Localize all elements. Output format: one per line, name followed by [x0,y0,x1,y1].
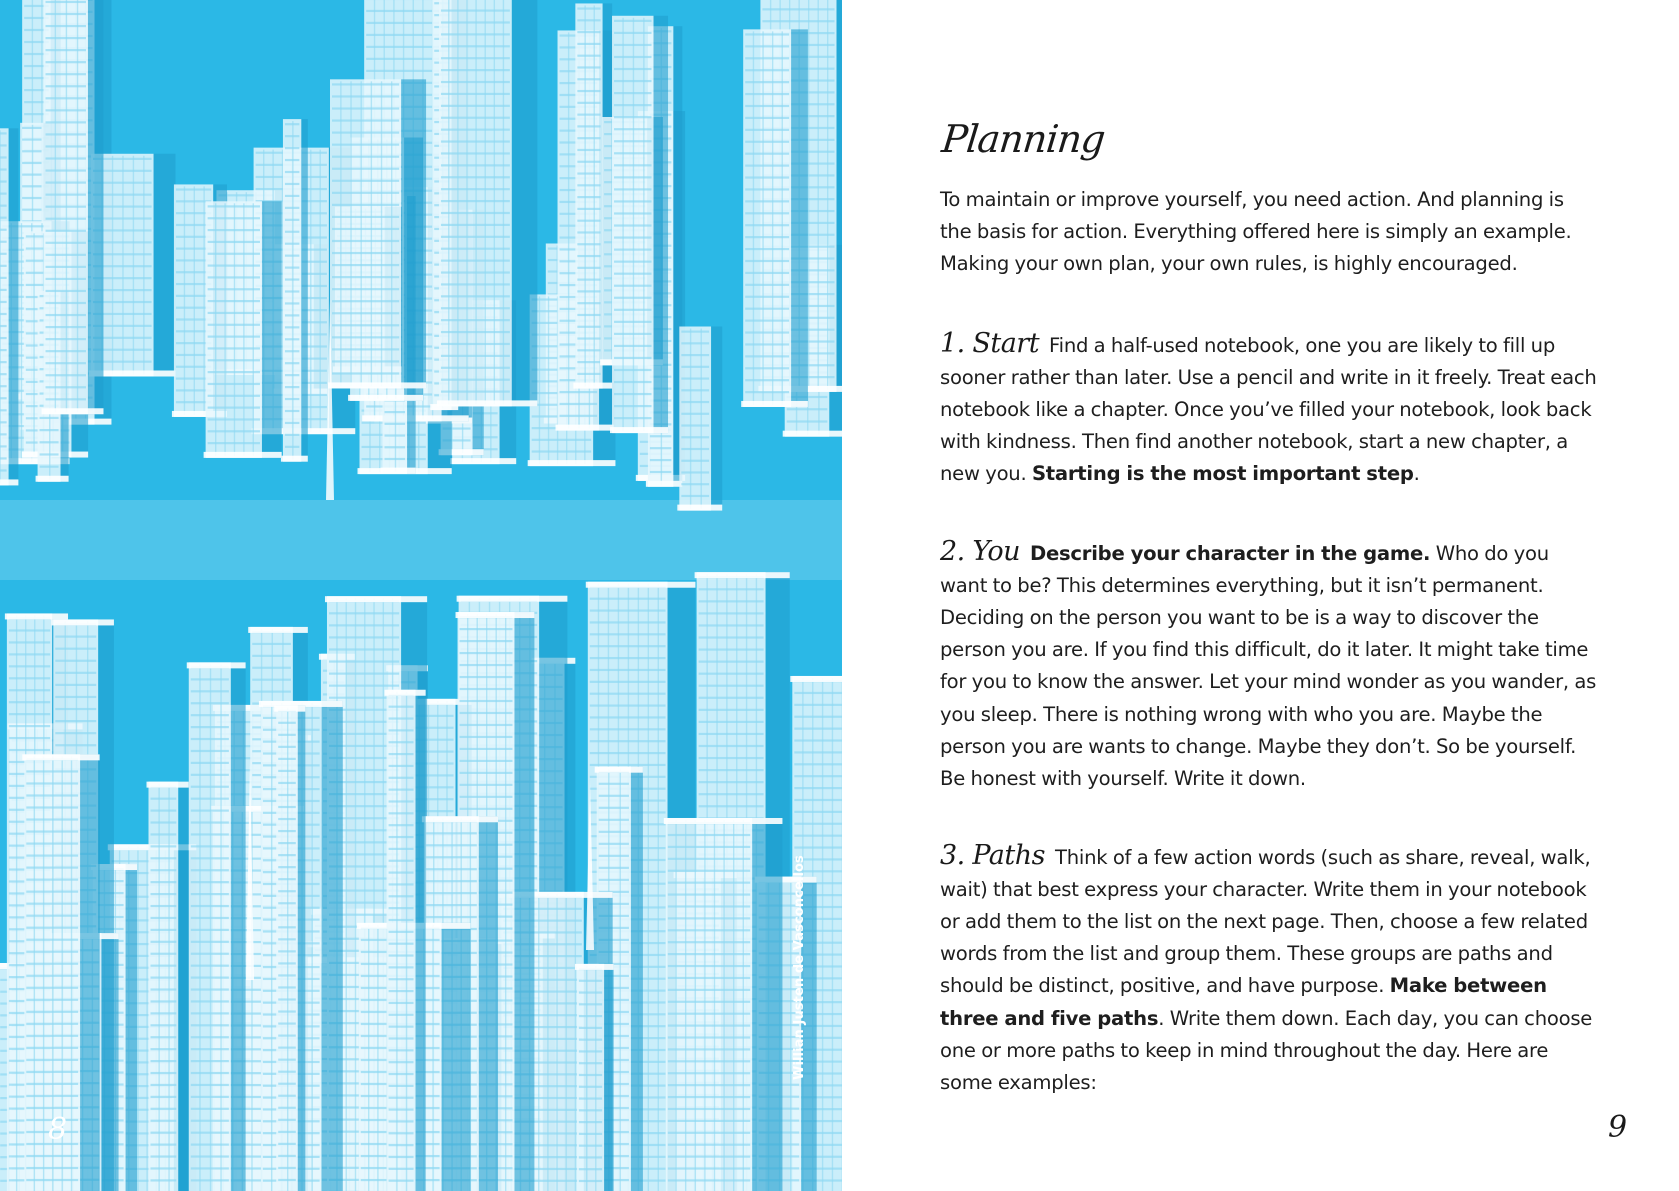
section-label: 1. Start [940,327,1040,359]
section-text-end: . [1413,462,1420,486]
building [437,0,537,406]
building [0,128,18,485]
building [575,964,614,1191]
page-title: Planning [939,117,1107,162]
intro-paragraph: To maintain or improve yourself, you need action. And planning is the basis for action. Everything offered here is simply an example. Making your own plan, your own rules, is highly encouraged. [940,187,1572,275]
section-paths [940,840,1600,1100]
building [274,706,305,1191]
section-text: Think of a few action words (such as share, reveal, walk, wait) that best express your character. Write them in your notebook or add them to the list on the next page. Then, choose a few related words from the list and group them. These groups are paths and should be distinct, positive, and have purpose. [940,845,1591,998]
section-label: 2. You [940,535,1020,567]
section-bold-text: Make between three and five paths [940,974,1547,1030]
photo-credit: Willian Justen de Vasconcellos [792,855,807,1080]
text-page [842,0,1679,1191]
section-text: Find a half-used notebook, one you are likely to fill up sooner rather than later. Use a pencil and write in it freely. Treat each notebook like a chapter. Once you’ve filled your notebook, look back with kindness. Then find another notebook, start a new chapter, a new you. [940,333,1597,486]
section-you [940,536,1600,796]
section-text-end: Who do you want to be? This determines everything, but it isn’t permanent. Deciding on the person you want to be is a way to discover the person you are. If you find this difficult, do it later. It might take time for you to know the answer. Let your mind wonder as you wander, as you sleep. There is nothing wrong with who you are. Maybe the person you are wants to change. Maybe they don’t. So be yourself. Be honest with yourself. Write it down. [940,541,1597,791]
building [677,327,722,511]
section-bold-text: Describe your character in the game. [1029,541,1431,565]
building [147,782,189,1191]
section-text-end: . Write them down. Each day, you can choose one or more paths to keep in mind throughout the day. Here are some examples: [940,1006,1593,1095]
section-label: 3. Paths [940,839,1045,871]
building [281,119,308,462]
building [741,29,808,407]
section-bold-text: Starting is the most important step [1031,462,1414,486]
horizon-haze [0,500,842,580]
section-start [940,328,1600,491]
building [328,79,426,388]
page-number-left: 8 [48,1112,68,1147]
building [204,201,282,458]
building [664,818,783,1191]
building [610,16,668,433]
building [187,662,246,1191]
page-number-right: 9 [1608,1110,1628,1145]
building [385,690,426,1191]
building [42,0,104,414]
